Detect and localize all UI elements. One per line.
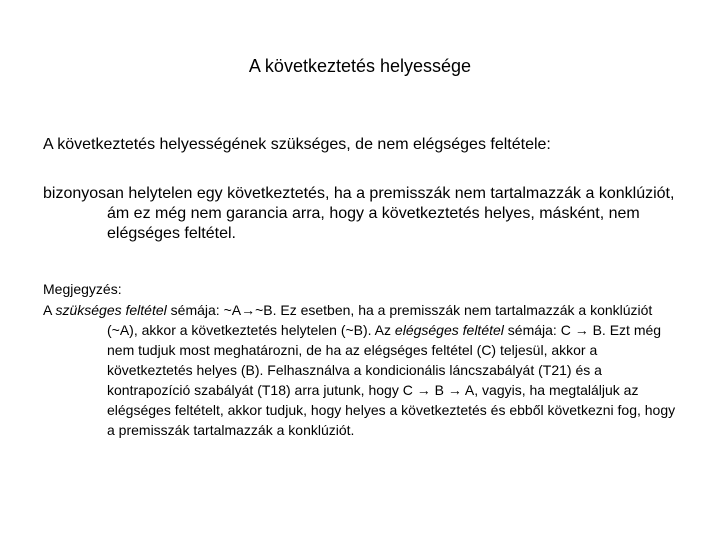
term-sufficient-condition: elégséges feltétel — [394, 322, 504, 338]
note-part-1: sémája: ~A→~B. Ez esetben, ha a premisszák nem tartalmazzák a konklúziót (~A), akkor a következtetés helytelen (~B). Az — [107, 302, 653, 338]
condition-explanation: bizonyosan helytelen egy következtetés, ha a premisszák nem tartalmazzák a konklúziót, ám ez még nem garancia arra, hogy a következtetés helyes, másként, nem elégséges feltétel. — [43, 185, 675, 242]
note-text — [43, 300, 685, 440]
slide-title: A következtetés helyessége — [248, 56, 472, 76]
condition-heading: A következtetés helyességének szükséges, de nem elégséges feltétele: — [43, 136, 551, 153]
note-label: Megjegyzés: — [43, 281, 122, 297]
term-necessary-condition: szükséges feltétel — [55, 302, 167, 318]
note-part-2: sémája: C → B. Ezt még nem tudjuk most meghatározni, de ha az elégséges feltétel (C) teljesül, akkor a következtetés helyes (B). Felhasználva a kondicionális láncszabályát (T21) és a kontrapozíció szabályát (T18) arra jutunk, hogy C → B → A, vagyis, ha megtaláljuk az elégséges feltételt, akkor tudjuk, hogy helyes a következtetés és ebből következni fog, hogy a premisszák tartalmazzák a konklúziót. — [107, 322, 676, 438]
note-prefix: A — [43, 302, 56, 318]
